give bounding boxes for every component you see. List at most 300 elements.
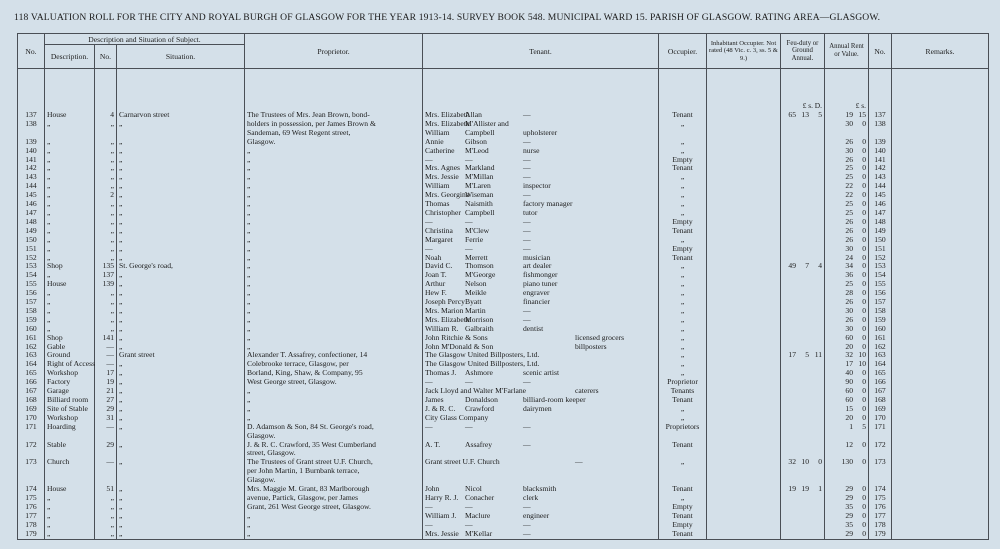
row-number-right: 151 — [874, 243, 886, 253]
tenant-forename: — — [425, 501, 433, 511]
row-number: 151 — [25, 243, 37, 253]
rent-pounds: 26 — [845, 154, 853, 164]
tenant-forename: — — [425, 377, 433, 387]
tenant-forename: A. T. — [425, 439, 441, 449]
rent-pounds: 60 — [845, 386, 853, 396]
tenant-occupation: dairymen — [523, 403, 552, 413]
rent-pounds: 1 — [849, 421, 853, 431]
situation: „ — [119, 305, 123, 315]
rent-shillings: 0 — [862, 288, 866, 298]
table-row — [18, 414, 989, 423]
proprietor: „ — [247, 403, 251, 413]
proprietor: Mrs. Maggie M. Grant, 83 Marlborough — [247, 484, 370, 494]
rent-shillings: 0 — [862, 181, 866, 191]
row-number: 153 — [25, 261, 37, 271]
tenant-forename: Hew F. — [425, 288, 447, 298]
proprietor: Alexander T. Assafrey, confectioner, 14 — [247, 350, 368, 360]
tenant-occupation: — — [523, 110, 531, 119]
row-number-right: 166 — [874, 377, 886, 387]
street-number: 139 — [102, 279, 114, 289]
street-number: — — [106, 359, 114, 369]
street-number: — — [106, 350, 114, 360]
proprietor: „ — [247, 243, 251, 253]
feu-duty — [783, 485, 822, 494]
row-number-right: 170 — [874, 412, 886, 422]
tenant-surname: Assafrey — [465, 439, 492, 449]
rent-pounds: 30 — [845, 118, 853, 128]
description: Workshop — [47, 412, 79, 422]
table-row — [18, 182, 989, 191]
feu-pounds: 65 — [788, 110, 796, 119]
tenant-occupation: — — [523, 163, 531, 173]
tenant — [425, 209, 656, 218]
situation: „ — [119, 501, 123, 511]
rent-shillings: 0 — [862, 484, 866, 494]
tenant-forename: John — [425, 484, 440, 494]
tenant-surname: Crawford — [465, 403, 495, 413]
tenant-occupation: — — [523, 501, 531, 511]
tenant-occupation: — — [523, 528, 531, 538]
rent-pounds: 25 — [845, 279, 853, 289]
description: „ — [47, 234, 51, 244]
proprietor: „ — [247, 154, 251, 164]
row-number: 154 — [25, 270, 37, 280]
description: Hoarding — [47, 421, 76, 431]
tenant-occupation: engraver — [523, 288, 550, 298]
proprietor: per John Martin, 1 Burnbank terrace, — [247, 466, 360, 476]
tenant-occupation: — — [523, 377, 531, 387]
units-row — [18, 69, 989, 112]
rent-pounds: 40 — [845, 368, 853, 378]
occupier: „ — [680, 368, 685, 378]
feu-pence: 4 — [818, 261, 822, 271]
row-number-right: 146 — [874, 199, 886, 209]
table-row — [18, 512, 989, 521]
row-number: 138 — [25, 118, 37, 128]
row-number-right: 148 — [874, 216, 886, 226]
tenant-forename: William — [425, 181, 450, 191]
table-row — [18, 396, 989, 405]
occupier: „ — [680, 403, 685, 413]
street-number: „ — [110, 207, 114, 217]
description: Gable — [47, 341, 66, 351]
proprietor: Glasgow. — [247, 475, 276, 485]
tenant-forename: Arthur — [425, 279, 446, 289]
description: „ — [47, 501, 51, 511]
annual-rent — [827, 530, 866, 539]
tenant-forename: Harry R. J. — [425, 492, 459, 502]
tenant-forename: — — [425, 519, 433, 529]
situation: „ — [119, 439, 123, 449]
row-number-right: 141 — [874, 154, 886, 164]
tenant-occupation: — — [523, 439, 531, 449]
tenant-surname: — — [465, 377, 473, 387]
occupier: „ — [680, 314, 685, 324]
row-number-right: 178 — [874, 519, 886, 529]
occupier: „ — [680, 492, 685, 502]
rent-pounds: 25 — [845, 172, 853, 182]
table-row — [18, 173, 989, 182]
row-number: 150 — [25, 234, 37, 244]
street-number: — — [106, 421, 114, 431]
rent-shillings: 10 — [858, 359, 866, 369]
rent-shillings: 0 — [862, 270, 866, 280]
rent-shillings: 0 — [862, 172, 866, 182]
street-number: 2 — [110, 190, 114, 200]
rent-pounds: 60 — [845, 395, 853, 404]
tenant — [425, 530, 656, 539]
occupier: „ — [680, 181, 685, 191]
street-number: „ — [110, 243, 114, 253]
proprietor: „ — [247, 261, 251, 271]
situation: „ — [119, 207, 123, 217]
rent-pounds: 20 — [845, 412, 853, 422]
col-header-proprietor: Proprietor. — [245, 34, 423, 69]
proprietor: „ — [247, 181, 251, 191]
proprietor: D. Adamson & Son, 84 St. George's road, — [247, 421, 374, 431]
proprietor: „ — [247, 234, 251, 244]
annual-rent — [827, 458, 866, 467]
row-number-right: 144 — [874, 181, 886, 191]
rent-pounds: 29 — [845, 510, 853, 520]
proprietor: „ — [247, 270, 251, 280]
rent-shillings: 0 — [862, 332, 866, 342]
tenant-surname: M'Millan — [465, 172, 494, 182]
situation: „ — [119, 368, 123, 378]
situation: „ — [119, 457, 123, 467]
proprietor: „ — [247, 207, 251, 217]
proprietor: The Trustees of Grant street U.F. Church, — [247, 457, 373, 467]
proprietor: J. & R. C. Crawford, 35 West Cumberland — [247, 439, 376, 449]
annual-rent — [827, 441, 866, 450]
occupier: Tenant — [672, 528, 693, 538]
street-number: — — [106, 341, 114, 351]
rent-shillings: 0 — [862, 154, 866, 164]
occupier: „ — [680, 136, 685, 146]
rent-shillings: 0 — [862, 136, 866, 146]
situation: „ — [119, 528, 123, 538]
street-number: „ — [110, 225, 114, 235]
tenant-occupation: piano tuner — [523, 279, 558, 289]
situation: „ — [119, 395, 123, 404]
tenant-surname: M'Clew — [465, 225, 490, 235]
rent-shillings: 0 — [862, 216, 866, 226]
rent-pounds: 24 — [845, 252, 853, 262]
row-number: 147 — [25, 207, 37, 217]
tenant — [425, 369, 656, 378]
feu-shillings: 13 — [801, 110, 809, 119]
description: Stable — [47, 439, 66, 449]
proprietor: „ — [247, 412, 251, 422]
description: „ — [47, 207, 51, 217]
tenant-forename: Christopher — [425, 207, 461, 217]
situation: „ — [119, 288, 123, 298]
tenant-forename: — — [425, 243, 433, 253]
rent-pounds: 29 — [845, 484, 853, 494]
table-row — [18, 369, 989, 378]
feu-pence: 5 — [818, 110, 822, 119]
occupier: Tenant — [672, 484, 693, 494]
row-number-right: 157 — [874, 297, 886, 307]
row-number-right: 175 — [874, 492, 886, 502]
tenant-occupation: — — [523, 190, 531, 200]
occupier: „ — [680, 457, 685, 467]
street-number: „ — [110, 181, 114, 191]
occupier: Tenant — [672, 439, 693, 449]
situation: „ — [119, 332, 123, 342]
description: „ — [47, 297, 51, 307]
rent-pounds: 90 — [845, 377, 853, 387]
row-number-right: 168 — [874, 395, 886, 404]
tenant-forename: — — [425, 154, 433, 164]
rent-shillings: 0 — [862, 199, 866, 209]
row-number-right: 161 — [874, 332, 886, 342]
proprietor: „ — [247, 519, 251, 529]
row-number-right: 158 — [874, 305, 886, 315]
occupier: Tenant — [672, 395, 693, 404]
row-number-right: 155 — [874, 279, 886, 289]
feu-duty — [783, 262, 822, 271]
rent-shillings: 0 — [862, 145, 866, 155]
rent-shillings: 0 — [862, 314, 866, 324]
tenant — [425, 147, 656, 156]
situation: „ — [119, 234, 123, 244]
rent-shillings: 0 — [862, 386, 866, 396]
tenant-forename: Noah — [425, 252, 442, 262]
col-header-remarks: Remarks. — [892, 34, 989, 69]
tenant-occupation: musician — [523, 252, 551, 262]
table-row — [18, 360, 989, 369]
tenant-forename: Mrs. Jessie — [425, 528, 459, 538]
occupier: „ — [680, 288, 685, 298]
row-number-right: 160 — [874, 323, 886, 333]
street-number: — — [106, 457, 114, 467]
tenant-occupation: scenic artist — [523, 368, 560, 378]
street-number: „ — [110, 314, 114, 324]
feu-shillings: 5 — [805, 350, 809, 360]
rent-shillings: 10 — [858, 350, 866, 360]
row-number: 142 — [25, 163, 37, 173]
tenant-forename: Mrs. Elizabeth — [425, 118, 470, 128]
situation: „ — [119, 181, 123, 191]
rent-units: £ s. — [855, 101, 866, 111]
occupier: „ — [680, 270, 685, 280]
tenant-occupation: factory manager — [523, 199, 573, 209]
row-number-right: 162 — [874, 341, 886, 351]
proprietor: Grant, 261 West George street, Glasgow. — [247, 501, 371, 511]
tenant-forename: Mrs. Agnes — [425, 163, 461, 173]
tenant-forename: Thomas — [425, 199, 450, 209]
rent-shillings: 0 — [862, 519, 866, 529]
street-number: 51 — [106, 484, 114, 494]
tenant-surname: Galbraith — [465, 323, 494, 333]
rent-pounds: 26 — [845, 297, 853, 307]
tenant-occupation: — — [523, 421, 531, 431]
feu-pounds: 32 — [788, 457, 796, 467]
rent-shillings: 0 — [862, 377, 866, 387]
tenant-forename: Mrs. Elizabeth — [425, 314, 470, 324]
tenant-surname: Ashmore — [465, 368, 493, 378]
tenant — [425, 236, 656, 245]
situation: „ — [119, 412, 123, 422]
rent-shillings: 0 — [862, 234, 866, 244]
proprietor: Borland, King, Shaw, & Company, 95 — [247, 368, 363, 378]
rent-shillings: 0 — [862, 368, 866, 378]
tenant-surname: Morrison — [465, 314, 494, 324]
row-number: 166 — [25, 377, 37, 387]
occupier: „ — [680, 261, 685, 271]
occupier: Tenant — [672, 510, 693, 520]
row-number-right: 137 — [874, 110, 886, 119]
proprietor: „ — [247, 199, 251, 209]
rent-shillings: 0 — [862, 323, 866, 333]
tenant — [425, 441, 656, 450]
tenant-forename: David C. — [425, 261, 453, 271]
row-number: 170 — [25, 412, 37, 422]
rent-pounds: 29 — [845, 492, 853, 502]
feu-pence: 0 — [818, 457, 822, 467]
row-number: 174 — [25, 484, 37, 494]
col-header-feu-duty: Feu-duty or Ground Annual. — [781, 34, 825, 69]
row-number: 177 — [25, 510, 37, 520]
situation: „ — [119, 279, 123, 289]
proprietor: „ — [247, 252, 251, 262]
table-row — [18, 138, 989, 147]
occupier: Proprietor — [667, 377, 698, 387]
rent-shillings: 0 — [862, 412, 866, 422]
tenant-surname: Gibson — [465, 136, 487, 146]
tenant-surname: Maclure — [465, 510, 491, 520]
row-number-right: 172 — [874, 439, 886, 449]
tenant-surname: M'George — [465, 270, 496, 280]
feu-duty — [783, 111, 822, 120]
description: „ — [47, 243, 51, 253]
table-row — [18, 530, 989, 539]
rent-pounds: 26 — [845, 234, 853, 244]
description: Site of Stable — [47, 403, 88, 413]
feu-shillings: 19 — [801, 484, 809, 494]
table-row — [18, 316, 989, 325]
situation: „ — [119, 172, 123, 182]
proprietor: „ — [247, 163, 251, 173]
tenant-occupation: — — [523, 305, 531, 315]
tenant-occupation: upholsterer — [523, 127, 558, 137]
tenant — [425, 485, 656, 494]
description: House — [47, 110, 67, 119]
tenant-forename: Thomas J. — [425, 368, 457, 378]
rent-shillings: 0 — [862, 341, 866, 351]
table-row — [18, 289, 989, 298]
row-number-right: 165 — [874, 368, 886, 378]
occupier: „ — [680, 145, 685, 155]
proprietor: Colebrooke terrace, Glasgow, per — [247, 359, 349, 369]
row-number-right: 156 — [874, 288, 886, 298]
row-number-right: 147 — [874, 207, 886, 217]
description: „ — [47, 323, 51, 333]
tenant-surname: Nicol — [465, 484, 482, 494]
tenant-forename: — — [425, 421, 433, 431]
tenant-name: Jack Lloyd and Walter M'Farlane — [425, 386, 526, 396]
tenant-surname: Markland — [465, 163, 495, 173]
table-row — [18, 503, 989, 512]
rent-pounds: 26 — [845, 136, 853, 146]
tenant — [425, 494, 656, 503]
col-header-number: No. — [95, 45, 117, 69]
situation: „ — [119, 484, 123, 494]
row-number-right: 167 — [874, 386, 886, 396]
occupier: „ — [680, 412, 685, 422]
tenant-forename: Mrs. Jessie — [425, 172, 459, 182]
annual-rent — [827, 414, 866, 423]
tenant-forename: Mrs. Marion — [425, 305, 464, 315]
feu-pounds: 49 — [788, 261, 796, 271]
proprietor: Sandeman, 69 West Regent street, — [247, 127, 351, 137]
row-number-right: 153 — [874, 261, 886, 271]
proprietor: „ — [247, 528, 251, 538]
street-number: „ — [110, 234, 114, 244]
row-number-right: 159 — [874, 314, 886, 324]
tenant-name: John Ritchie & Sons — [425, 332, 488, 342]
situation: „ — [119, 377, 123, 387]
tenant-occupation: — — [523, 154, 531, 164]
street-number: 135 — [102, 261, 114, 271]
row-number: 139 — [25, 136, 37, 146]
proprietor: „ — [247, 145, 251, 155]
situation: „ — [119, 199, 123, 209]
tenant-surname: — — [465, 243, 473, 253]
annual-rent — [827, 423, 866, 432]
rent-pounds: 32 — [845, 350, 853, 360]
situation: „ — [119, 136, 123, 146]
occupier: Tenant — [672, 252, 693, 262]
rent-shillings: 0 — [862, 190, 866, 200]
tenant-surname: Wiseman — [465, 190, 494, 200]
description: Shop — [47, 332, 63, 342]
description: Workshop — [47, 368, 79, 378]
description: „ — [47, 305, 51, 315]
occupier: „ — [680, 323, 685, 333]
occupier: Tenant — [672, 163, 693, 173]
table-body — [18, 69, 989, 540]
proprietor: „ — [247, 297, 251, 307]
description: „ — [47, 528, 51, 538]
rent-shillings: 0 — [862, 261, 866, 271]
tenant-occupation: — — [523, 314, 531, 324]
row-number: 155 — [25, 279, 37, 289]
col-header-description-group: Description and Situation of Subject. — [45, 34, 245, 45]
table-row — [18, 164, 989, 173]
rent-shillings: 0 — [862, 279, 866, 289]
rent-pounds: 17 — [845, 359, 853, 369]
occupier: Empty — [672, 501, 693, 511]
occupier: „ — [680, 305, 685, 315]
row-number-right: 177 — [874, 510, 886, 520]
tenant-occupation: art dealer — [523, 261, 552, 271]
description: „ — [47, 225, 51, 235]
description: „ — [47, 288, 51, 298]
table-row — [18, 298, 989, 307]
col-header-description: Description. — [45, 45, 95, 69]
rent-pounds: 30 — [845, 323, 853, 333]
row-number-right: 149 — [874, 225, 886, 235]
proprietor: „ — [247, 323, 251, 333]
tenant-occupation: dentist — [523, 323, 544, 333]
rent-pounds: 25 — [845, 207, 853, 217]
row-number: 156 — [25, 288, 37, 298]
tenant-forename: Catherine — [425, 145, 455, 155]
row-number: 146 — [25, 199, 37, 209]
tenant-surname: Meikle — [465, 288, 487, 298]
